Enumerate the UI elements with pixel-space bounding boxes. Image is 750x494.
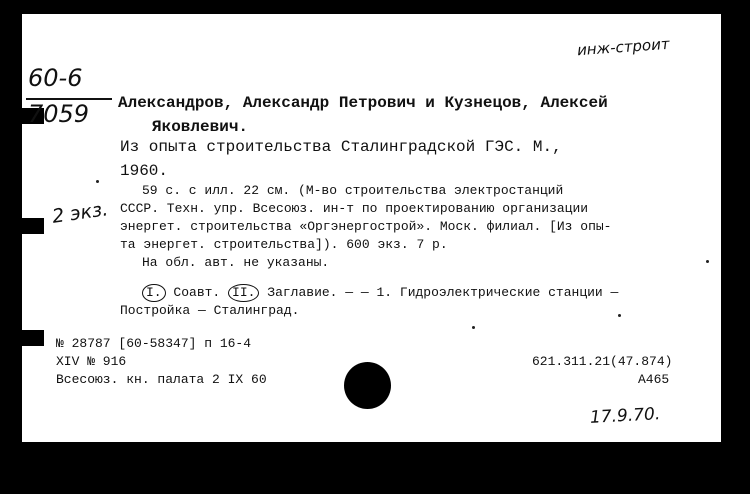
registration-line-2: XIV № 916 [56,354,127,369]
title-line-1: Из опыта строительства Сталинградской ГЭС. М., [120,138,562,156]
speck [472,326,475,329]
call-number-top: 60-6 [28,64,83,92]
tracings-line-2: Постройка — Сталинград. [120,303,300,318]
tracing-text-2: Заглавие. — — 1. Гидроэлектрические станции — [267,285,619,300]
authors-note: На обл. авт. не указаны. [142,255,330,270]
speck [706,260,709,263]
card-edge-notch [22,330,44,346]
tracing-number-2: II. [228,284,259,302]
description-line-1: 59 с. с илл. 22 см. (М-во строительства электростанций [142,183,564,198]
card-punch-hole [344,362,391,409]
handwritten-date: 17.9.70. [589,404,661,428]
description-line-4: та энергет. строительства]). 600 экз. 7 р. [120,237,448,252]
tracing-number-1: I. [142,284,166,302]
department-stamp: инж-строит [576,34,671,60]
catalog-code: А465 [638,372,670,387]
speck [618,314,621,317]
tracing-text-1: Соавт. [173,285,221,300]
description-line-3: энергет. строительства «Оргэнергострой». Моск. филиал. [Из опы- [120,219,612,234]
tracings-line-1 [142,284,618,302]
registration-line-1: № 28787 [60-58347] п 16-4 [56,336,252,351]
call-number-bottom: 7059 [28,100,90,128]
description-line-2: СССР. Техн. упр. Всесоюз. ин-т по проектированию организации [120,201,589,216]
author-line-2: Яковлевич. [152,118,249,136]
title-line-2: 1960. [120,162,169,180]
registration-line-3: Всесоюз. кн. палата 2 IX 60 [56,372,267,387]
card-edge-notch [22,218,44,234]
copies-note: 2 экз. [50,198,110,228]
speck [96,180,99,183]
udc-code: 621.311.21(47.874) [532,354,673,369]
author-line-1: Александров, Александр Петрович и Кузнецов, Алексей [118,94,608,112]
